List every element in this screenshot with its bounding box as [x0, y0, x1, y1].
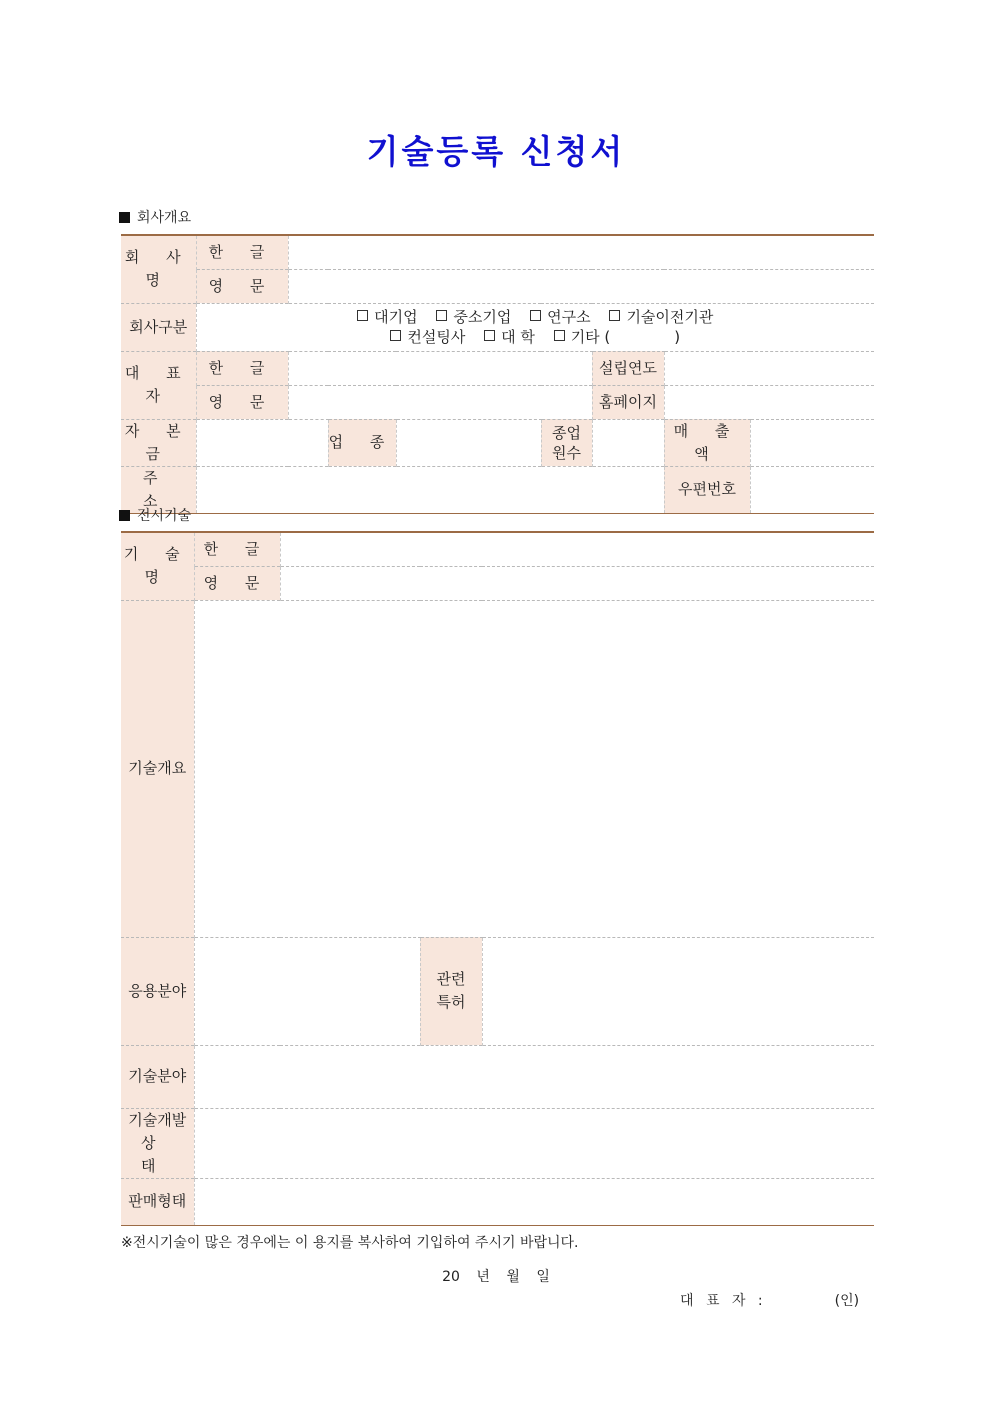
seal-label: (인): [834, 1293, 860, 1309]
employees-label: 종업 원수: [541, 419, 592, 466]
company-name-korean-field[interactable]: [288, 235, 874, 269]
tech-name-english-field[interactable]: [280, 566, 874, 600]
related-patent-field[interactable]: [482, 937, 874, 1045]
tech-overview-field[interactable]: [194, 600, 874, 937]
sales-field[interactable]: [750, 419, 874, 466]
founded-year-label: 설립연도: [592, 351, 664, 385]
sales-label: 매 출 액: [664, 419, 750, 466]
option-etc[interactable]: 기타 ( ): [554, 328, 680, 346]
checkbox-icon[interactable]: [390, 330, 401, 341]
company-type-options: [196, 303, 874, 351]
company-name-english-label: 영 문: [196, 269, 288, 303]
checkbox-icon[interactable]: [530, 310, 541, 321]
tech-name-english-label: 영 문: [194, 566, 280, 600]
dev-status-label: 기술개발 상 태: [121, 1108, 194, 1178]
application-field-label: 응용분야: [121, 937, 194, 1045]
company-type-label: 회사구분: [121, 303, 196, 351]
signature-line: [680, 1290, 859, 1310]
option-large[interactable]: 대기업: [357, 308, 417, 326]
capital-field[interactable]: [196, 419, 328, 466]
square-bullet-icon: [119, 510, 130, 521]
section-company-heading: [119, 207, 191, 227]
ceo-korean-field[interactable]: [288, 351, 592, 385]
related-patent-label: 관련 특허: [420, 937, 482, 1045]
option-univ[interactable]: 대 학: [484, 328, 535, 346]
ceo-english-label: 영 문: [196, 385, 288, 419]
employees-field[interactable]: [592, 419, 664, 466]
tech-overview-label: 기술개요: [121, 600, 194, 937]
homepage-field[interactable]: [664, 385, 874, 419]
ceo-korean-label: 한 글: [196, 351, 288, 385]
dev-status-field[interactable]: [194, 1108, 874, 1178]
option-consult[interactable]: 컨설팅사: [390, 328, 465, 346]
section-tech-heading: [119, 505, 191, 525]
footnote: ※전시기술이 많은 경우에는 이 용지를 복사하여 기입하여 주시기 바랍니다.: [121, 1235, 579, 1251]
company-table: [121, 234, 874, 514]
address-field[interactable]: [196, 466, 664, 513]
sales-form-label: 판매형태: [121, 1178, 194, 1225]
company-name-label: 회 사 명: [121, 235, 196, 303]
capital-label: 자 본 금: [121, 419, 196, 466]
homepage-label: 홈페이지: [592, 385, 664, 419]
industry-field[interactable]: [396, 419, 541, 466]
tech-name-label: 기 술 명: [121, 532, 194, 600]
founded-year-field[interactable]: [664, 351, 874, 385]
option-lab[interactable]: 연구소: [530, 308, 590, 326]
ceo-label: 대 표 자: [121, 351, 196, 419]
ceo-signature-label: 대 표 자 :: [680, 1293, 767, 1309]
company-name-korean-label: 한 글: [196, 235, 288, 269]
square-bullet-icon: [119, 212, 130, 223]
ceo-english-field[interactable]: [288, 385, 592, 419]
section-tech-label: 전시기술: [137, 508, 192, 524]
tech-name-korean-field[interactable]: [280, 532, 874, 566]
postal-code-label: 우편번호: [664, 466, 750, 513]
option-tlo[interactable]: 기술이전기관: [609, 308, 713, 326]
tech-field-label: 기술분야: [121, 1045, 194, 1108]
tech-field-input[interactable]: [194, 1045, 874, 1108]
address-label: 주 소: [121, 466, 196, 513]
checkbox-icon[interactable]: [436, 310, 447, 321]
tech-name-korean-label: 한 글: [194, 532, 280, 566]
company-name-english-field[interactable]: [288, 269, 874, 303]
checkbox-icon[interactable]: [357, 310, 368, 321]
postal-code-field[interactable]: [750, 466, 874, 513]
option-sme[interactable]: 중소기업: [436, 308, 511, 326]
tech-table: [121, 531, 874, 1226]
date-line: 20 년 월 일: [442, 1269, 550, 1285]
checkbox-icon[interactable]: [554, 330, 565, 341]
industry-label: 업 종: [328, 419, 396, 466]
sales-form-field[interactable]: [194, 1178, 874, 1225]
form-title: 기술등록 신청서: [366, 132, 626, 171]
section-company-label: 회사개요: [137, 210, 192, 226]
checkbox-icon[interactable]: [609, 310, 620, 321]
checkbox-icon[interactable]: [484, 330, 495, 341]
application-field-input[interactable]: [194, 937, 420, 1045]
